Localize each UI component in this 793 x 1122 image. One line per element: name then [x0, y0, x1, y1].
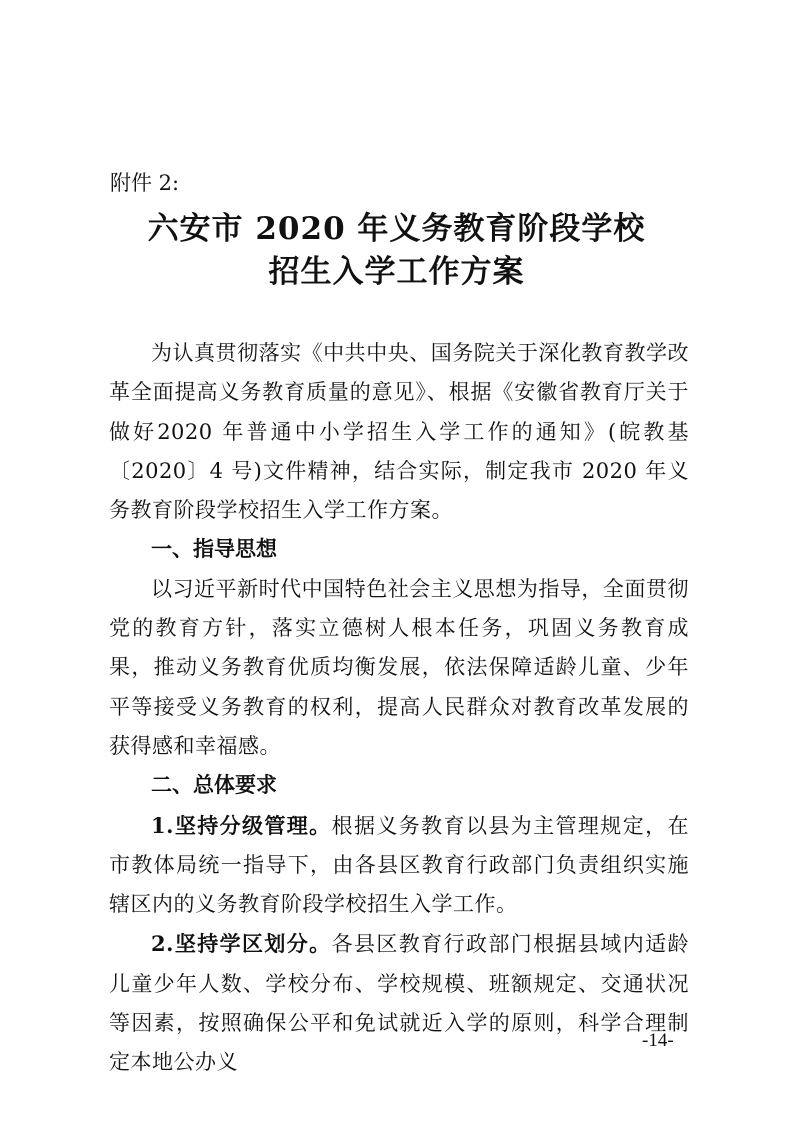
requirement-item-1-text: 根据义务教育以县为主管理规定，在市教体局统一指导下，由各县区教育行政部门负责组织实施辖区内的义务教育阶段学校招生入学工作。: [109, 813, 689, 917]
requirement-item-2-text: 各县区教育行政部门根据县域内适龄儿童少年人数、学校分布、学校规模、班额规定、交通状况等因素，按照确保公平和免试就近入学的原则，科学合理制定本地公办义: [109, 932, 689, 1075]
requirement-item-1: [109, 806, 689, 925]
requirement-item-2-lead: 2.坚持学区划分。: [151, 931, 332, 957]
section-heading-general-requirements: 二、总体要求: [151, 773, 277, 798]
intro-paragraph: 为认真贯彻落实《中共中央、国务院关于深化教育教学改革全面提高义务教育质量的意见》、根据《安徽省教育厅关于做好2020 年普通中小学招生入学工作的通知》(皖教基〔2020〕4 号)文件精神，结合实际，制定我市 2020 年义务教育阶段学校招生入学工作方案。: [109, 341, 689, 523]
guiding-ideology-paragraph: 以习近平新时代中国特色社会主义思想为指导，全面贯彻党的教育方针，落实立德树人根本任务，巩固义务教育成果，推动义务教育优质均衡发展，依法保障适龄儿童、少年平等接受义务教育的权利，提高人民群众对教育改革发展的获得感和幸福感。: [109, 576, 689, 758]
document-title-line-1: 六安市 2020 年义务教育阶段学校: [147, 211, 646, 247]
requirement-item-1-lead: 1.坚持分级管理。: [151, 812, 332, 838]
page-number: -14-: [642, 1030, 674, 1051]
section-heading-guiding-ideology: 一、指导思想: [151, 537, 277, 562]
document-title-line-2: 招生入学工作方案: [268, 254, 525, 290]
document-body: [109, 334, 689, 1083]
attachment-label: 附件 2:: [110, 171, 180, 195]
requirement-item-2: [109, 924, 689, 1082]
